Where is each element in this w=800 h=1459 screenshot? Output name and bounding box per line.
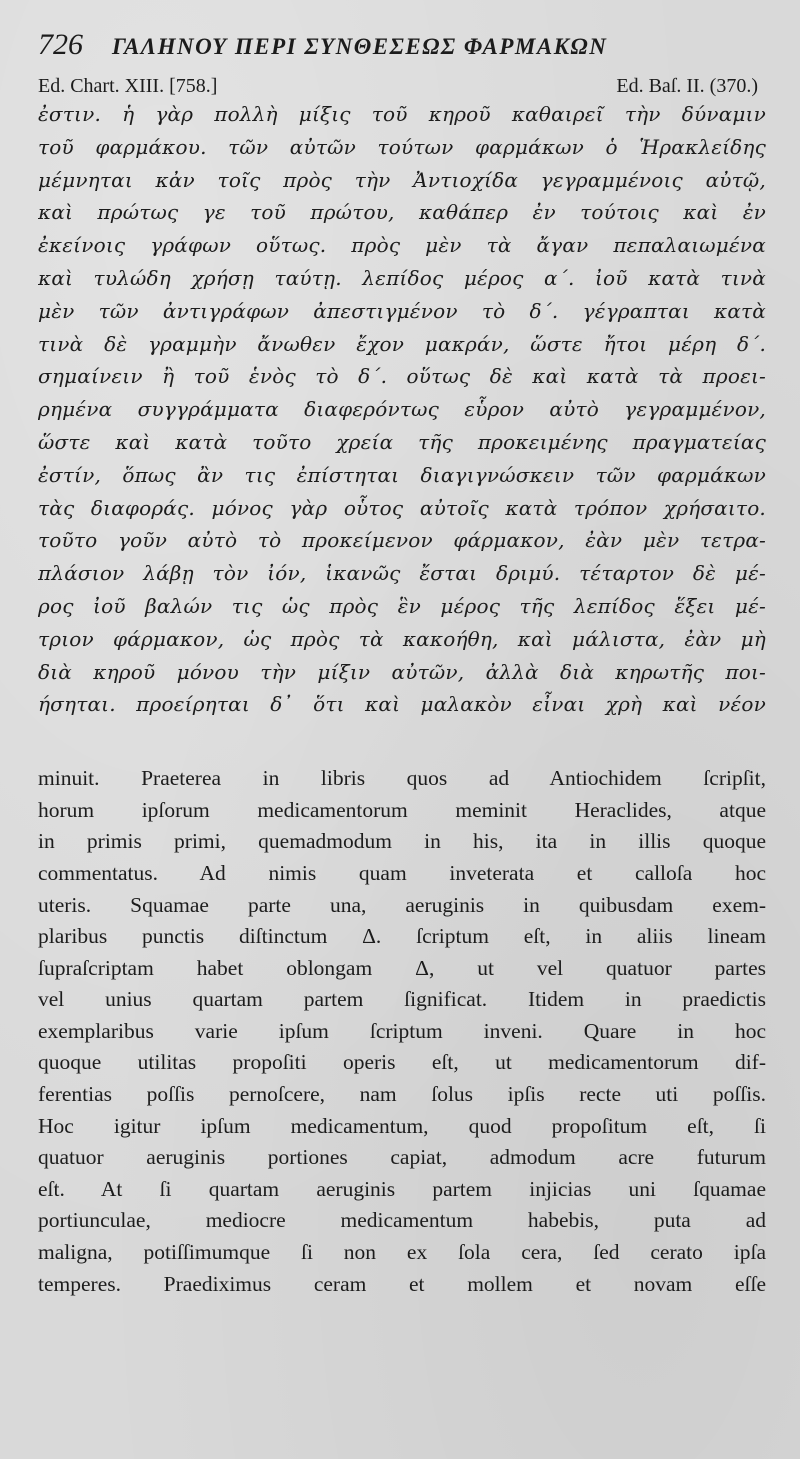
latin-line: plaribus punctis diſtinctum Δ. ſcriptum eſt, in aliis lineam <box>38 924 766 949</box>
greek-line: καὶ τυλώδη χρήσῃ ταύτῃ. λεπίδος μέρος α΄. ἰοῦ κατὰ τινὰ <box>38 265 766 290</box>
latin-line: temperes. Praediximus ceram et mollem et novam eſſe <box>38 1271 766 1296</box>
greek-line: ρος ἰοῦ βαλών τις ὡς πρὸς ἓν μέρος τῆς λεπίδος ἕξει μέ- <box>38 593 766 618</box>
greek-line: καὶ πρώτως γε τοῦ πρώτου, καθάπερ ἐν τούτοις καὶ ἐν <box>38 200 766 225</box>
page-number: 726 <box>38 28 83 61</box>
latin-line: Hoc igitur ipſum medicamentum, quod propoſitum eſt, ſi <box>38 1113 766 1138</box>
latin-line: portiunculae, mediocre medicamentum habebis, puta ad <box>38 1208 766 1233</box>
greek-line: τριον φάρμακον, ὡς πρὸς τὰ κακοήθη, καὶ μάλιστα, ἐὰν μὴ <box>38 626 766 651</box>
greek-line: μὲν τῶν ἀντιγράφων ἀπεστιγμένον τὸ δ΄. γέγραπται κατὰ <box>38 298 766 323</box>
latin-line: eſt. At ſi quartam aeruginis partem injicias uni ſquamae <box>38 1176 766 1201</box>
latin-text-block <box>38 763 766 1300</box>
greek-line: τοῦ φαρμάκου. τῶν αὐτῶν τούτων φαρμάκων ὁ Ἡρακλείδης <box>38 134 766 159</box>
latin-line: uteris. Squamae parte una, aeruginis in quibusdam exem- <box>38 892 766 917</box>
greek-line: τινὰ δὲ γραμμὴν ἄνωθεν ἔχον μακράν, ὥστε ἤτοι μέρη δ΄. <box>38 331 766 356</box>
latin-line: ferentias poſſis pernoſcere, nam ſolus ipſis recte uti poſſis. <box>38 1082 766 1107</box>
running-title: ΓΑΛΗΝΟΥ ΠΕΡΙ ΣΥΝΘΕΣΕΩΣ ΦΑΡΜΑΚΩΝ <box>112 34 608 59</box>
latin-line: in primis primi, quemadmodum in his, ita in illis quoque <box>38 829 766 854</box>
edition-basel: Ed. Baſ. II. (370.) <box>616 75 758 97</box>
latin-line: vel unius quartam partem ſignificat. Itidem in praedictis <box>38 987 766 1012</box>
greek-line: σημαίνειν ἢ τοῦ ἑνὸς τὸ δ΄. οὕτως δὲ καὶ κατὰ τὰ προει- <box>38 364 766 389</box>
greek-line: τοῦτο γοῦν αὐτὸ τὸ προκείμενον φάρμακον, ἐὰν μὲν τετρα- <box>38 528 766 553</box>
latin-line: ſupraſcriptam habet oblongam Δ, ut vel quatuor partes <box>38 955 766 980</box>
latin-line: quoque utilitas propoſiti operis eſt, ut medicamentorum dif- <box>38 1050 766 1075</box>
edition-chartier: Ed. Chart. XIII. [758.] <box>38 75 218 97</box>
greek-line: ρημένα συγγράμματα διαφερόντως εὗρον αὐτὸ γεγραμμένον, <box>38 397 766 422</box>
running-head <box>38 28 766 72</box>
greek-line: ὥστε καὶ κατὰ τοῦτο χρεία τῆς προκειμένης πραγματείας <box>38 429 766 454</box>
latin-line: minuit. Praeterea in libris quos ad Antiochidem ſcripſit, <box>38 766 766 791</box>
greek-line: διὰ κηροῦ μόνου τὴν μίξιν αὐτῶν, ἀλλὰ διὰ κηρωτῆς ποι- <box>38 659 766 684</box>
greek-line: μέμνηται κἀν τοῖς πρὸς τὴν Ἀντιοχίδα γεγραμμένοις αὐτῷ, <box>38 167 766 192</box>
greek-line: τὰς διαφοράς. μόνος γὰρ οὗτος αὐτοῖς κατὰ τρόπον χρήσαιτο. <box>38 495 766 520</box>
greek-line: ἐκείνοις γράφων οὕτως. πρὸς μὲν τὰ ἄγαν πεπαλαιωμένα <box>38 233 766 258</box>
greek-line: πλάσιον λάβῃ τὸν ἰόν, ἱκανῶς ἔσται δριμύ. τέταρτον δὲ μέ- <box>38 561 766 586</box>
greek-line: ἐστίν, ὅπως ἂν τις ἐπίστηται διαγιγνώσκειν τῶν φαρμάκων <box>38 462 766 487</box>
greek-text-block <box>38 98 766 721</box>
greek-line: ἐστιν. ἡ γὰρ πολλὴ μίξις τοῦ κηροῦ καθαιρεῖ τὴν δύναμιν <box>38 102 766 126</box>
latin-line: commentatus. Ad nimis quam inveterata et calloſa hoc <box>38 860 766 885</box>
greek-line: ήσηται. προείρηται δ᾽ ὅτι καὶ μαλακὸν εἶναι χρὴ καὶ νέον <box>38 692 766 717</box>
latin-line: quatuor aeruginis portiones capiat, admodum acre futurum <box>38 1145 766 1170</box>
edition-reference <box>38 74 766 98</box>
latin-line: maligna, potiſſimumque ſi non ex ſola cera, ſed cerato ipſa <box>38 1240 766 1265</box>
latin-line: horum ipſorum medicamentorum meminit Heraclides, atque <box>38 797 766 822</box>
latin-line: exemplaribus varie ipſum ſcriptum inveni. Quare in hoc <box>38 1018 766 1043</box>
